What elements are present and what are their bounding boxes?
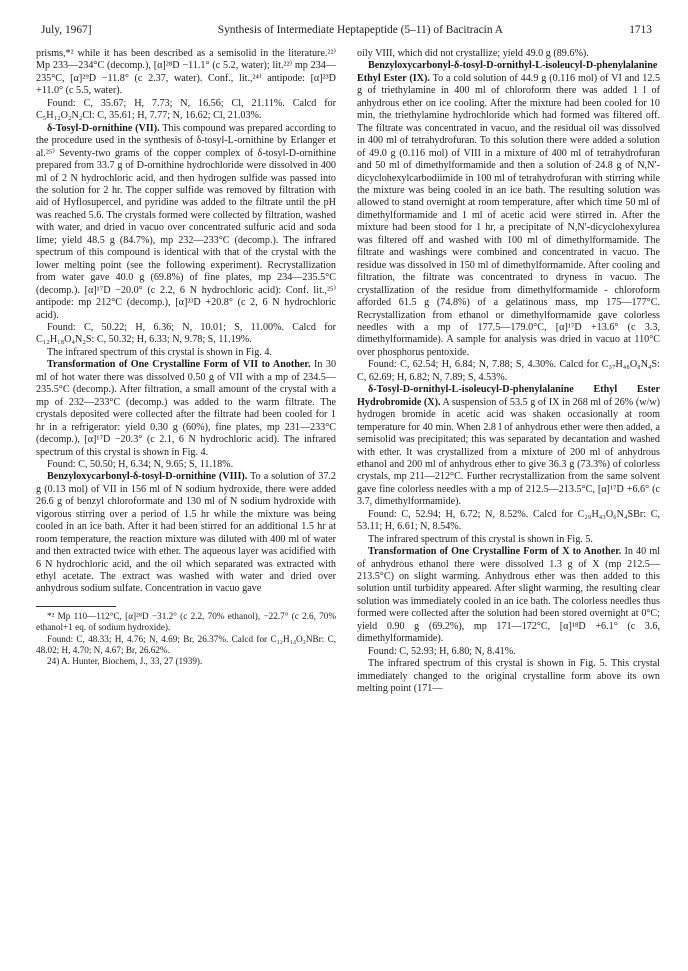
section-heading: Transformation of One Crystalline Form of VII to Another. — [47, 359, 311, 371]
footnote-divider — [36, 606, 116, 607]
paragraph: Found: C, 52.94; H, 6.72; N, 8.52%. Calcd for C₂₉H₄₃O₆N₄SBr: C, 53.11; H, 6.61; N, 8.54%. — [357, 508, 660, 533]
paragraph: Found: C, 50.50; H, 6.34; N, 9.65; S, 11.18%. — [47, 458, 234, 470]
paragraph: The infrared spectrum of this crystal is shown in Fig. 5. This crystal immediately changed to the original crystalline form above its own melting point (171— — [357, 658, 660, 695]
header-title: Synthesis of Intermediate Heptapeptide (5–11) of Bacitracin A — [217, 24, 503, 36]
paragraph: δ-Tosyl-D-ornithine (VII). This compound was prepared according to the procedure used in the synthesis of δ-tosyl-L-ornithine by Erlanger et al.²⁵⁾ Seventy-two grams of the copper complex of δ-tosyl-D-ornithine prepared from 33.7 g of D-ornithine hydrochloride were dissolved in 400 ml of 2 N hydrochloric acid, and then hydrogen sulfide was passed into the solution for 2 hr. The copper sulfide was removed by filtration with aid of Hyflosupercel, and pyridine was added to the filtrate until the pH was reached 5.6. The crystals formed were collected by filtration, washed with water, and dried in vacuo over concentrated sulfuric acid and soda lime; yield 48.5 g (84.7%), mp 232—233°C (decomp.). The infrared spectrum of this compound is identical with that of the crystal with the lower melting point (see the following experiment). Recrystallization from water gave 40.0 g (69.8%) of fine plates, mp 234—235.5°C (decomp.). [α]¹⁷D −20.0° (c 2.2, 6 N hydrochloric acid): Conf. lit.,²⁵⁾ antipode: mp 212°C (decomp.), [α]²³D +20.8° (c 2, 6 N hydrochloric acid). — [36, 122, 336, 321]
paragraph: Found: C, 35.67; H, 7.73; N, 16.56; Cl, 21.11%. Calcd for C₅H₁₂O₂N₂Cl: C, 35.61; H, 7.77; N, 16.62; Cl, 21.03%. — [36, 97, 336, 122]
right-column — [357, 48, 660, 696]
paragraph: Found: C, 52.93; H, 6.80; N, 8.41%. — [368, 645, 516, 657]
section-heading: Benzyloxycarbonyl-δ-tosyl-D-ornithine (VIII). — [47, 471, 248, 483]
paragraph: The infrared spectrum of this crystal is shown in Fig. 5. — [368, 533, 593, 545]
footnote: Found: C, 48.33; H, 4.76; N, 4.69; Br, 26.37%. Calcd for C₁₂H₁₄O₃NBr: C, 48.02; H, 4.70; N, 4.67; Br, 26.62%. — [36, 633, 336, 655]
paragraph: Transformation of One Crystalline Form of VII to Another. In 30 ml of hot water there was dissolved 0.50 g of VII with a mp of 234.5—235.5°C (decomp.). After filtration, a small amount of the crystal with a mp of 232—233°C (decomp.) was added to the warm filtrate. The crystals deposited were collected after the filtrate had been cooled for 1 hr in a refrigerator: yield 0.30 g (60%), fine plates, mp 231—233°C (decomp.), [α]¹⁷D −20.3° (c 2.1, 6 N hydrochloric acid). The infrared spectrum of this crystal is shown in Fig. 4. — [36, 359, 337, 458]
paragraph: Found: C, 62.54; H, 6.84; N, 7.88; S, 4.30%. Calcd for C₃₇H₄₈O₈N₄S: C, 62.69; H, 6.82; N, 7.89; S, 4.53%. — [357, 359, 660, 383]
section-heading: δ-Tosyl-D-ornithyl-L-isoleucyl-D-phenylalanine Ethyl Ester Hydrobromide (X). — [357, 384, 660, 408]
paragraph: The infrared spectrum of this crystal is shown in Fig. 4. — [47, 346, 272, 358]
left-column — [36, 48, 336, 667]
header-page-number: 1713 — [629, 24, 652, 36]
section-heading: δ-Tosyl-D-ornithine (VII). — [47, 122, 160, 134]
footnote-reference: 24) A. Hunter, Biochem, J., 33, 27 (1939). — [47, 656, 203, 667]
paragraph: oily VIII, which did not crystallize; yield 49.0 g (89.6%). — [357, 48, 589, 59]
paragraph: δ-Tosyl-D-ornithyl-L-isoleucyl-D-phenylalanine Ethyl Ester Hydrobromide (X). A suspension of 53.5 g of IX in 268 ml of 26% (w/w) hydrogen bromide in acetic acid was shaken occasionally at room temperature for 40 min. When 2.8 l of anhydrous ether were then added, a semisolid was precipitated; this was separated by decantation and washed with ether. It was crystallized from a mixture of 200 ml of anhydrous ethanol and 200 ml of anhydrous ether to give 36.3 g (73.3%) of colorless crystals, mp 211—212°C. Further recrystallization from the same solvent gave fine colorless needles with a mp of 212.5—213.5°C, [α]¹⁷D +6.6° (c 3.7, dimethylformamide). — [357, 384, 661, 508]
section-heading: Benzyloxycarbonyl-δ-tosyl-D-ornithyl-L-isoleucyl-D-phenylalanine Ethyl Ester (IX). — [357, 60, 658, 84]
footnote: *² Mp 110—112°C, [α]²⁸D −31.2° (c 2.2, 70% ethanol), −22.7° (c 2.6, 70% ethanol+1 eq. of sodium hydroxide). — [36, 610, 336, 633]
section-heading: Transformation of One Crystalline Form of X to Another. — [368, 546, 622, 558]
paragraph: Benzyloxycarbonyl-δ-tosyl-D-ornithine (VIII). To a solution of 37.2 g (0.13 mol) of VII in 156 ml of N sodium hydroxide, there were added 26.6 g of benzyl chloroformate and 130 ml of N sodium hydroxide with vigorous stirring over a period of 1.5 hr while the mixture was being cooled in an ice bath. After it had been stirred for an additional 1.5 hr at room temperature, the reaction mixture was diluted with 400 ml of water and then extracted twice with ether. The aqueous layer was acidified with 6 N hydrochloric acid, and the oil which separated was extracted with ethyl acetate. The extract was washed with water and dried over anhydrous sodium sulfate. Concentration in vacuo gave — [36, 471, 336, 595]
paragraph: Benzyloxycarbonyl-δ-tosyl-D-ornithyl-L-isoleucyl-D-phenylalanine Ethyl Ester (IX). To a cold solution of 44.9 g (0.116 mol) of VI and 12.5 g of triethylamine in 400 ml of chloroform there was added 1 l of anhydrous ether on ice cooling. After the mixture had been cooled for 10 min, the triethylamine hydrochloride which had formed was filtered off. The filtrate was concentrated in vacuo, and the residual oil was dissolved in 400 ml of tetrahydrofuran. To this solution there were added a solution of 49.0 g (0.116 mol) of VIII in a mixture of 400 ml of tetrahydrofuran and 50 ml of dimethylformamide and then a solution of 24.8 g of N,N′-dicyclohexylcarbodiimide in 100 ml of tetrahydrofuran with stirring while the mixture was being cooled in an ice bath. The resulting solution was allowed to stand overnight at room temperature, after which time 50 ml of dimethylformamide and 1 ml of acetic acid were stirred in. After the mixture had been stood for 1 hr, a precipitate of N,N′-dicyclohexylurea was filtered off and washed with 100 ml of dimethylformamide. The filtrate and washings were combined and concentrated in vacuo. The residue was dissolved in 150 ml of dimethylformamide. After cooling and filtration, the filtrate was concentrated to dryness in vacuo. The crystallization of the residue from dimethylformamide - chloroform afforded 61.5 g (74.8%) of a gelatinous mass, mp 175—177°C. Recrystallization from ethanol or dimethylformamide gave colorless needles with a mp of 177.5—179.0°C, [α]¹⁷D +13.6° (c 3.3, dimethylformamide). A sample for analysis was dried in vacuo at 110°C over phosphorus pentoxide. — [357, 60, 661, 358]
running-header — [41, 24, 652, 44]
header-date: July, 1967] — [41, 24, 92, 36]
paragraph: prisms,*² while it has been described as a semisolid in the literature.²²⁾ Mp 233—234°C (decomp.), [α]²⁸D −11.1° (c 5.2, water); lit.²²⁾ mp 234—235°C, [α]²⁹D −11.8° (c 2.37, water). Conf., lit.,²⁴⁾ antipode: [α]²³D +11.0° (c 5.5, water). — [36, 48, 336, 97]
paragraph: Found: C, 50.22; H, 6.36; N, 10.01; S, 11.00%. Calcd for C₁₂H₁₈O₄N₂S: C, 50.32; H, 6.33; N, 9.78; S, 11.19%. — [36, 321, 336, 346]
paragraph: Transformation of One Crystalline Form of X to Another. In 40 ml of anhydrous ethanol there were dissolved 1.3 g of X (mp 212.5—213.5°C) on slight warming. Anhydrous ether was then added to this solution until turbidity appeared. After slight warming, the resulting clear solution was immediately cooled in an ice bath. The colorless needles thus formed were collected after the solution had been stored overnight at 0°C; yield 0.90 g (69.2%), mp 171—172°C, [α]¹⁸D +6.1° (c 3.6, dimethylformamide). — [357, 546, 661, 645]
